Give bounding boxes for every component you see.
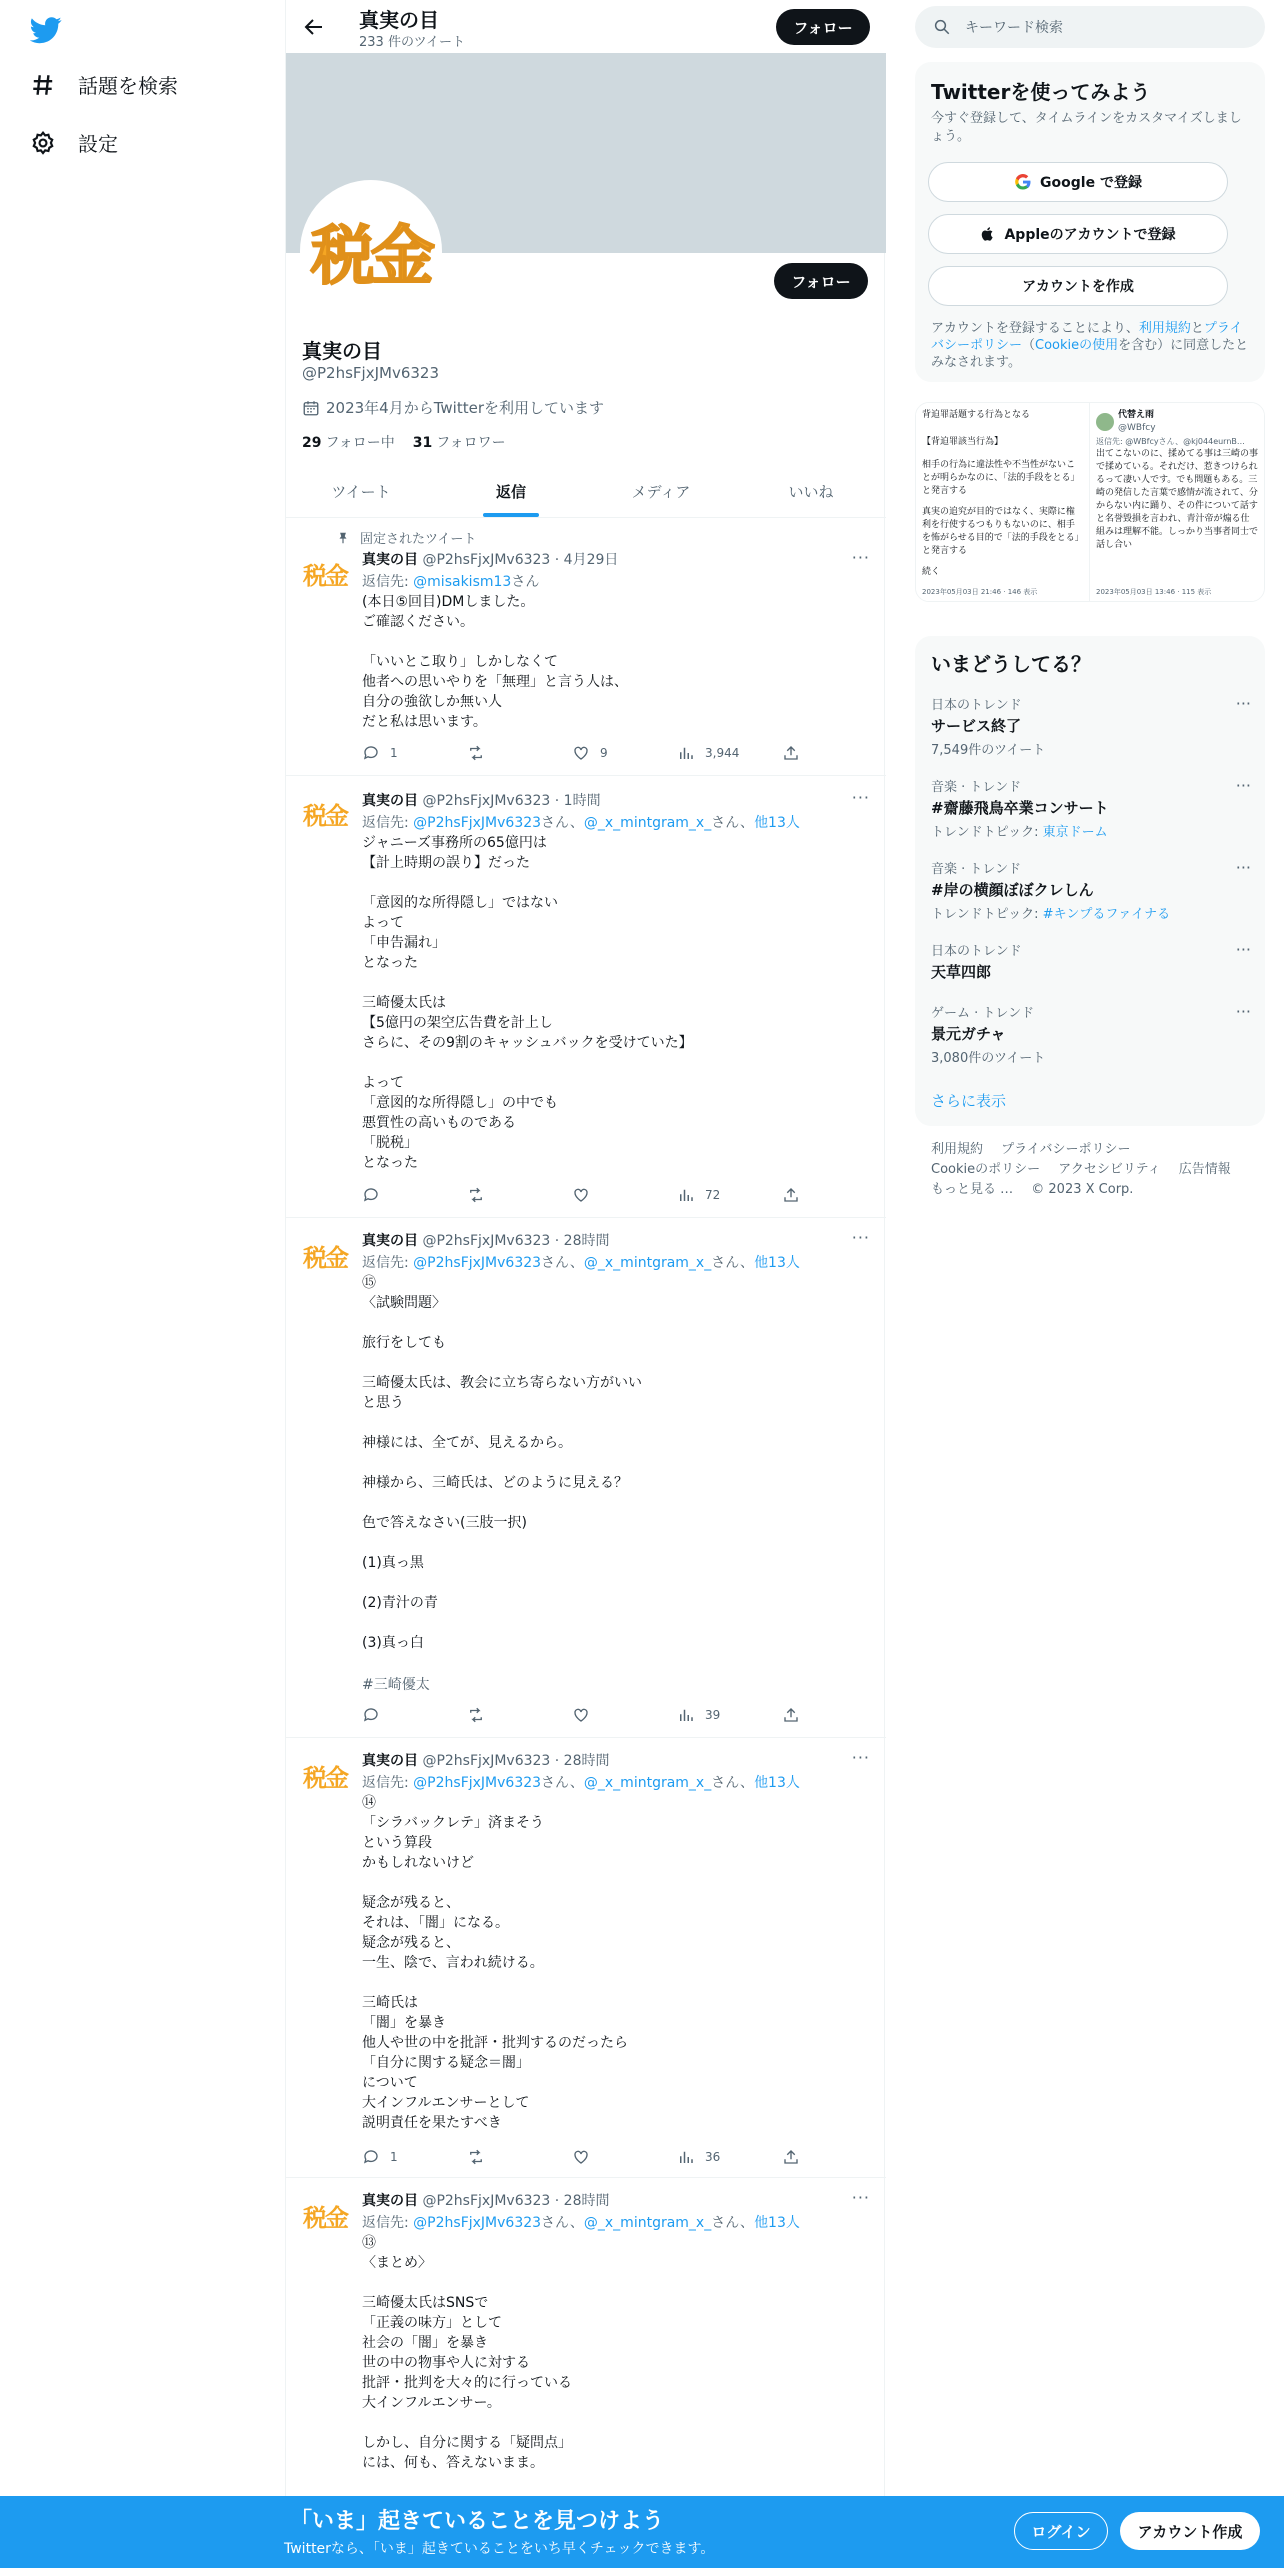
- reply-to-line: [362, 2212, 800, 2232]
- apple-logo-icon: [980, 226, 996, 242]
- trends-card: [915, 636, 1265, 1126]
- tweet-author[interactable]: 真実の目: [362, 1753, 418, 1769]
- gear-icon: [30, 130, 56, 156]
- media-image-left[interactable]: [916, 403, 1090, 602]
- login-button[interactable]: ログイン: [1014, 2512, 1108, 2550]
- media-right-meta: 2023年05月03日 13:46 · 115 表示: [1096, 588, 1212, 596]
- reply-button[interactable]: [362, 744, 432, 762]
- like-button[interactable]: [572, 744, 642, 762]
- footer-ads[interactable]: 広告情報: [1178, 1162, 1231, 1177]
- reply-count: 1: [390, 2150, 398, 2164]
- view-count: 72: [705, 1188, 721, 1202]
- share-button[interactable]: [782, 1706, 802, 1724]
- retweet-icon: [467, 1706, 485, 1724]
- trend-context: 日本のトレンド: [931, 944, 1022, 959]
- retweet-button[interactable]: [467, 2148, 537, 2166]
- google-signup-button[interactable]: [928, 162, 1228, 202]
- reply-prefix: 返信先:: [362, 2215, 414, 2231]
- signup-terms: [931, 320, 1251, 371]
- reply-mid: さん、: [541, 1775, 584, 1791]
- like-button[interactable]: [572, 1706, 642, 1724]
- reply-button[interactable]: [362, 1706, 432, 1724]
- views-chart-icon: [677, 1706, 695, 1724]
- followers-link[interactable]: [413, 432, 506, 452]
- retweet-button[interactable]: [467, 744, 537, 762]
- signup-button[interactable]: アカウント作成: [1120, 2512, 1260, 2550]
- trend-item[interactable]: [931, 940, 1251, 982]
- like-count: 9: [600, 746, 608, 760]
- footer-copyright: © 2023 X Corp.: [1031, 1182, 1134, 1197]
- tweet-meta: @P2hsFjxJMv6323 · 4月29日: [422, 552, 619, 568]
- tweet-avatar-text: 税金: [303, 1243, 347, 1272]
- tweet-author[interactable]: 真実の目: [362, 793, 418, 809]
- reply-mid: さん、: [541, 815, 584, 831]
- media-image-right[interactable]: [1090, 403, 1264, 602]
- share-button[interactable]: [782, 744, 802, 762]
- tweet-actions: [362, 744, 802, 762]
- terms-link[interactable]: 利用規約: [1138, 321, 1191, 336]
- reply-button[interactable]: [362, 1186, 432, 1204]
- tweet-avatar-text: 税金: [303, 801, 347, 830]
- bottom-bar-title: 「いま」起きていることを見つけよう: [290, 2509, 665, 2534]
- create-account-button[interactable]: [928, 266, 1228, 306]
- following-count: 29: [302, 435, 322, 451]
- heart-icon: [572, 1706, 590, 1724]
- reply-mid-2: さん、: [711, 1775, 755, 1791]
- tweet-header: [362, 790, 601, 810]
- search-placeholder: キーワード検索: [965, 20, 1063, 36]
- reply-prefix: 返信先:: [362, 574, 414, 590]
- share-button[interactable]: [782, 1186, 802, 1204]
- like-button[interactable]: [572, 2148, 642, 2166]
- signup-subtitle: 今すぐ登録して、タイムラインをカスタマイズしましょう。: [931, 111, 1242, 144]
- reply-count: 1: [390, 746, 398, 760]
- hashtag-link[interactable]: #三崎優太: [362, 1677, 430, 1693]
- trend-extra: [931, 903, 1251, 922]
- more-icon[interactable]: ···: [1235, 694, 1251, 713]
- media-preview[interactable]: [915, 402, 1265, 602]
- reply-to-link-2[interactable]: @_x_mintgram_x_: [583, 815, 712, 831]
- tweet[interactable]: [286, 518, 886, 776]
- join-date: [302, 397, 604, 418]
- tweet-author[interactable]: 真実の目: [362, 552, 418, 568]
- trend-extra: 3,080件のツイート: [931, 1051, 1046, 1066]
- avatar-text: 税金: [311, 220, 431, 294]
- trend-name: #岸の横顔ぼぼクレしん: [931, 881, 1094, 899]
- main-column: [285, 0, 885, 2568]
- share-icon: [782, 1186, 800, 1204]
- tweet-text: (本日⑤回目)DMしました。 ご確認ください。 「いいとこ取り」しかしなくて 他者への思いやりを「無理」と言う人は、 自分の強欲しか無い人 だと私は思います。: [362, 594, 628, 730]
- profile-avatar[interactable]: [300, 180, 442, 322]
- tweet[interactable]: [286, 1218, 886, 1738]
- google-logo-icon: [1014, 173, 1032, 191]
- tweet-avatar[interactable]: [300, 2190, 350, 2240]
- tweet-header: [362, 1230, 609, 1250]
- reply-to-line: [362, 1772, 800, 1792]
- tab-replies[interactable]: 返信: [436, 465, 586, 517]
- retweet-button[interactable]: [467, 1706, 537, 1724]
- more-icon[interactable]: ···: [1235, 776, 1251, 795]
- trend-context: 音楽 · トレンド: [931, 862, 1022, 877]
- tweet-text: ジャニーズ事務所の65億円は 【計上時期の誤り】だった 「意図的な所得隠し」ではない よって 「申告漏れ」 となった 三崎優太氏は 【5億円の架空広告費を計上し さらに、その9割のキャッシュバックを受けていた】 よって 「意図的な所得隠し」の中でも 悪質性の高いものである 「脱税」 となった: [362, 835, 693, 1171]
- views-button[interactable]: [677, 1706, 747, 1724]
- trend-extra-prefix: トレンドトピック:: [931, 825, 1043, 840]
- tweet-text: ⑮ 〈試験問題〉 旅行をしても 三崎優太氏は、教会に立ち寄らない方がいい と思う 神様には、全てが、見えるから。 神様から、三崎氏は、どのように見える？ 色で答えなさい(三肢一択) (1)真っ黒 (2)青汁の青 (3)真っ白: [362, 1275, 642, 1651]
- tweet-header: [362, 1750, 609, 1770]
- trend-context: 日本のトレンド: [931, 698, 1022, 713]
- nav-settings[interactable]: [30, 128, 118, 157]
- tweet-text: ⑬ 〈まとめ〉 三崎優太氏はSNSで 「正義の味方」として 社会の「闇」を暴き 世の中の物事や人に対する 批評・批判を大々的に行っている 大インフルエンサー。 しかし、自分に関する「疑問点」 には、何も、答えないまま。: [362, 2235, 572, 2471]
- bottom-bar-subtitle: Twitterなら、「いま」起きていることをいち早くチェックできます。: [284, 2541, 715, 2557]
- signup-bottom-bar: [0, 2496, 1284, 2568]
- reply-to-line: [362, 571, 539, 591]
- terms-text-4: を含む）に同意したとみなされます。: [931, 338, 1249, 370]
- tweet-header: [362, 549, 618, 569]
- terms-text-1: アカウントを登録することにより、: [931, 321, 1139, 336]
- profile-follow-button[interactable]: フォロー: [774, 263, 868, 299]
- reply-to-link-2[interactable]: @_x_mintgram_x_: [583, 1255, 712, 1271]
- like-button[interactable]: [572, 1186, 642, 1204]
- trend-topic-link[interactable]: #キンプるファイナる: [1042, 907, 1171, 922]
- following-label: フォロー中: [325, 435, 395, 451]
- header-tweet-count: 233 件のツイート: [359, 35, 466, 50]
- more-icon[interactable]: ···: [851, 2188, 870, 2207]
- calendar-icon: [302, 399, 320, 417]
- search-box[interactable]: [915, 6, 1265, 48]
- tweet[interactable]: [286, 776, 886, 1218]
- more-icon[interactable]: ···: [851, 788, 870, 807]
- apple-signup-button[interactable]: [928, 214, 1228, 254]
- more-icon[interactable]: ···: [851, 1228, 870, 1247]
- footer-cookie[interactable]: Cookieのポリシー: [931, 1162, 1041, 1177]
- reply-to-link[interactable]: @P2hsFjxJMv6323: [413, 1775, 542, 1791]
- trend-context: ゲーム · トレンド: [931, 1006, 1035, 1021]
- tweet[interactable]: [286, 2178, 886, 2498]
- tweet-meta: @P2hsFjxJMv6323 · 1時間: [422, 793, 601, 809]
- tweet-avatar-text: 税金: [303, 1763, 347, 1792]
- reply-to-link-2[interactable]: @_x_mintgram_x_: [583, 2215, 712, 2231]
- reply-to-link[interactable]: @misakism13: [413, 574, 512, 590]
- pin-icon: [336, 531, 350, 545]
- cookie-link[interactable]: Cookieの使用: [1035, 338, 1119, 353]
- media-left-meta: 2023年05月03日 21:46 · 146 表示: [922, 588, 1038, 596]
- more-icon[interactable]: ···: [851, 1748, 870, 1767]
- tweet-meta: @P2hsFjxJMv6323 · 28時間: [422, 1753, 610, 1769]
- trend-extra: 7,549件のツイート: [931, 743, 1046, 758]
- trend-extra: [931, 821, 1251, 840]
- tweet-meta: @P2hsFjxJMv6323 · 28時間: [422, 2193, 610, 2209]
- share-icon: [782, 2148, 800, 2166]
- trend-extra-prefix: トレンドトピック:: [931, 907, 1043, 922]
- trend-item[interactable]: [931, 694, 1251, 758]
- tweet-author[interactable]: 真実の目: [362, 1233, 418, 1249]
- profile-name: 真実の目: [302, 339, 382, 363]
- reply-prefix: 返信先:: [362, 815, 414, 831]
- footer-terms[interactable]: 利用規約: [931, 1142, 984, 1157]
- tab-tweets[interactable]: ツイート: [331, 482, 391, 501]
- footer-accessibility[interactable]: アクセシビリティ: [1058, 1162, 1161, 1177]
- profile-header-bar: [286, 0, 886, 53]
- reply-icon: [362, 744, 380, 762]
- retweet-button[interactable]: [467, 1186, 537, 1204]
- media-left-text-2: 真実の追究が目的ではなく、実際に権利を行使するつもりもないのに、相手を怖がらせる目的で「法的手段をとる」と発言する: [922, 507, 1080, 556]
- trend-context: 音楽 · トレンド: [931, 780, 1022, 795]
- tweet-actions: [362, 1186, 802, 1204]
- trend-name: 天草四郎: [931, 963, 992, 981]
- media-right-avatar: [1096, 413, 1114, 431]
- reply-prefix: 返信先:: [362, 1255, 414, 1271]
- signup-title: Twitterを使ってみよう: [931, 80, 1151, 104]
- back-arrow-icon[interactable]: [302, 15, 326, 39]
- view-count: 39: [705, 1708, 721, 1722]
- reply-icon: [362, 2148, 380, 2166]
- view-count: 3,944: [705, 746, 740, 760]
- more-icon[interactable]: ···: [1235, 940, 1251, 959]
- media-left-text-1: 相手の行為に違法性や不当性がないことが明らかなのに、「法的手段をとる」と発言する: [922, 460, 1080, 496]
- heart-icon: [572, 744, 590, 762]
- nav-settings-label: 設定: [78, 132, 118, 156]
- media-right-text: 出てこないのに、揉めてる事は三崎の事で揉めている。それだけ、惹きつけられるって凄い人です。でも問題もある。三崎の発信した言葉で感情が流されて、分からない内に踊り、その件について話すと名誉毀損を言われ、青汁帝が煽る仕組みは理解不能。しっかり当事者同士で話し合い: [1096, 449, 1258, 550]
- tweet-text: ⑭ 「シラバックレテ」済まそう という算段 かもしれないけど 疑念が残ると、 それは、「闇」になる。 疑念が残ると、 一生、陰で、言われ続ける。 三崎氏は 「闇」を暴き 他人や世の中を批評・批判するのだったら 「自分に関する疑念＝闇」 について 大インフルエンサーとして 説明責任を果たすべき: [362, 1795, 628, 2131]
- following-link[interactable]: [302, 432, 395, 452]
- footer-privacy[interactable]: プライバシーポリシー: [1001, 1142, 1131, 1157]
- share-icon: [782, 1706, 800, 1724]
- footer-links: [931, 1140, 1251, 1200]
- trend-item[interactable]: [931, 858, 1251, 922]
- reply-mid: さん、: [541, 1255, 584, 1271]
- reply-to-link[interactable]: @P2hsFjxJMv6323: [413, 815, 542, 831]
- trends-title: いまどうしてる？: [931, 652, 1091, 676]
- views-chart-icon: [677, 1186, 695, 1204]
- trend-name: サービス終了: [931, 717, 1022, 735]
- retweet-icon: [467, 2148, 485, 2166]
- reply-button[interactable]: [362, 2148, 432, 2166]
- media-right-reply: 返信先: @WBfcyさん、@kj044eurnB…: [1096, 437, 1245, 446]
- reply-to-link-2[interactable]: @_x_mintgram_x_: [583, 1775, 712, 1791]
- trends-show-more[interactable]: さらに表示: [931, 1092, 1007, 1110]
- nav-explore[interactable]: [30, 70, 178, 99]
- share-button[interactable]: [782, 2148, 802, 2166]
- media-right-name: 代替え雨: [1118, 410, 1155, 420]
- more-icon[interactable]: ···: [851, 548, 870, 567]
- followers-count: 31: [412, 435, 433, 451]
- signup-card: [915, 62, 1265, 382]
- join-date-text: 2023年4月からTwitterを利用しています: [326, 399, 604, 417]
- view-count: 36: [705, 2150, 721, 2164]
- reply-others-link[interactable]: 他13人: [754, 2215, 800, 2231]
- reply-to-line: [362, 812, 800, 832]
- trend-topic-link[interactable]: 東京ドーム: [1042, 825, 1108, 840]
- share-icon: [782, 744, 800, 762]
- search-icon: [933, 18, 951, 36]
- reply-mid-2: さん、: [711, 1255, 755, 1271]
- trend-item[interactable]: [931, 776, 1251, 840]
- tweet-header: [362, 2190, 609, 2210]
- trend-name: #齋藤飛鳥卒業コンサート: [931, 799, 1109, 817]
- profile-tabs: [286, 465, 886, 518]
- header-follow-button[interactable]: フォロー: [776, 9, 870, 45]
- create-account-label: アカウントを作成: [1022, 279, 1134, 295]
- reply-to-link[interactable]: @P2hsFjxJMv6323: [413, 2215, 542, 2231]
- views-button[interactable]: [677, 744, 747, 762]
- views-chart-icon: [677, 2148, 695, 2166]
- tweet-actions: [362, 2148, 802, 2166]
- tweet[interactable]: [286, 1738, 886, 2178]
- nav-explore-label: 話題を検索: [78, 74, 178, 98]
- pinned-label: [336, 528, 476, 547]
- pinned-text: 固定されたツイート: [360, 532, 477, 547]
- left-nav: [0, 0, 284, 2568]
- retweet-icon: [467, 1186, 485, 1204]
- follow-stats: [302, 432, 506, 452]
- google-signup-label: Google で登録: [1040, 175, 1142, 191]
- terms-text-2: と: [1190, 321, 1204, 336]
- tab-likes[interactable]: いいね: [788, 482, 834, 501]
- tweet-avatar[interactable]: [300, 788, 350, 838]
- reply-mid: さん、: [541, 2215, 584, 2231]
- reply-others-link[interactable]: 他13人: [754, 1775, 800, 1791]
- tweet-avatar[interactable]: [300, 548, 350, 598]
- more-icon[interactable]: ···: [1235, 858, 1251, 877]
- tab-media[interactable]: メディア: [631, 482, 691, 501]
- reply-others-link[interactable]: 他13人: [754, 815, 800, 831]
- reply-to-link[interactable]: @P2hsFjxJMv6323: [413, 1255, 542, 1271]
- heart-icon: [572, 1186, 590, 1204]
- tweet-avatar-text: 税金: [303, 2203, 347, 2232]
- privacy-link[interactable]: プライバシーポリシー: [931, 321, 1243, 353]
- reply-mid-2: さん、: [711, 815, 755, 831]
- media-left-heading: 【背迫罪該当行為】: [922, 437, 1004, 447]
- tweet-author[interactable]: 真実の目: [362, 2193, 418, 2209]
- more-icon[interactable]: ···: [1235, 1002, 1251, 1021]
- retweet-icon: [467, 744, 485, 762]
- views-chart-icon: [677, 744, 695, 762]
- reply-suffix: さん: [511, 574, 540, 590]
- footer-more[interactable]: もっと見る …: [931, 1182, 1014, 1197]
- hashtag-icon: [30, 72, 56, 98]
- media-right-handle: @WBfcy: [1118, 423, 1156, 433]
- reply-mid-2: さん、: [711, 2215, 755, 2231]
- trend-name: 景元ガチャ: [931, 1025, 1006, 1043]
- reply-others-link[interactable]: 他13人: [754, 1255, 800, 1271]
- media-left-title: 背迫罪話題する行為となる: [922, 410, 1031, 420]
- reply-prefix: 返信先:: [362, 1775, 414, 1791]
- profile-handle: @P2hsFjxJMv6323: [302, 364, 439, 382]
- tweet-avatar-text: 税金: [303, 561, 347, 590]
- terms-text-3: （: [1022, 338, 1036, 353]
- twitter-logo-icon[interactable]: [30, 14, 62, 46]
- right-sidebar: [915, 0, 1265, 2568]
- trend-item[interactable]: [931, 1002, 1251, 1066]
- heart-icon: [572, 2148, 590, 2166]
- reply-icon: [362, 1706, 380, 1724]
- tweet-meta: @P2hsFjxJMv6323 · 28時間: [422, 1233, 610, 1249]
- apple-signup-label: Appleのアカウントで登録: [1004, 227, 1176, 243]
- followers-label: フォロワー: [436, 435, 506, 451]
- tweet-avatar[interactable]: [300, 1230, 350, 1280]
- reply-to-line: [362, 1252, 800, 1272]
- header-name: 真実の目: [359, 8, 439, 32]
- tweet-avatar[interactable]: [300, 1750, 350, 1800]
- views-button[interactable]: [677, 2148, 747, 2166]
- reply-icon: [362, 1186, 380, 1204]
- tweet-actions: [362, 1706, 802, 1724]
- views-button[interactable]: [677, 1186, 747, 1204]
- media-left-more: 続く: [922, 567, 941, 577]
